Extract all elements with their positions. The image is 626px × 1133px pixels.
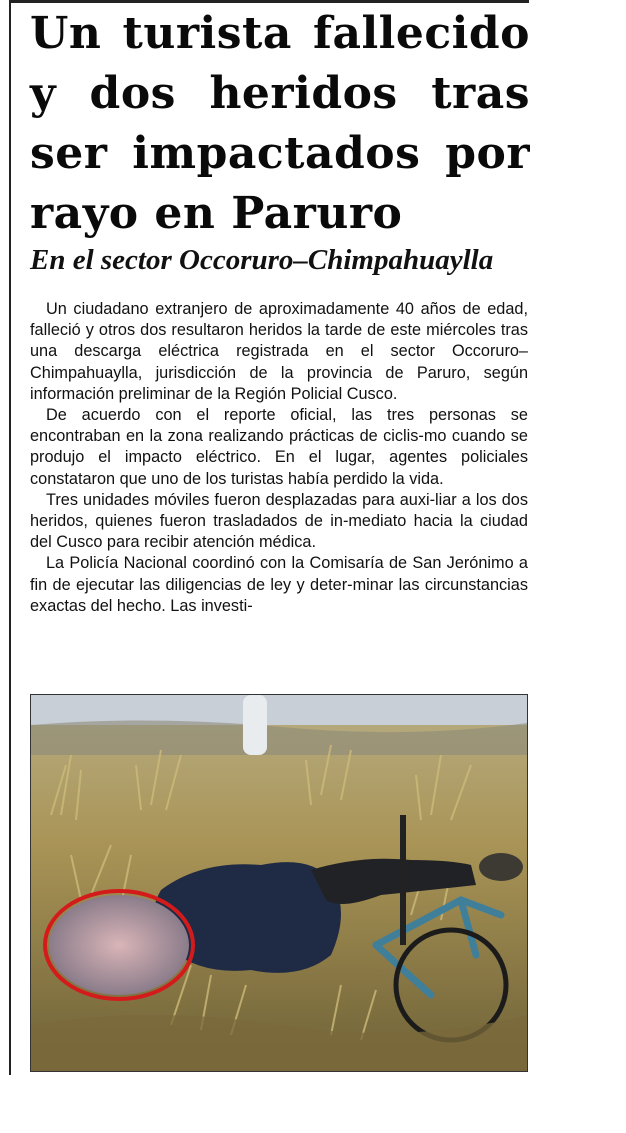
headline-line: rayo en Paruro xyxy=(30,188,403,239)
cyclist-shoe xyxy=(479,853,523,881)
paragraph: Un ciudadano extranjero de aproximadamente 40 años de edad, falleció y otros dos resultaron heridos la tarde de este miércoles tras una descarga eléctrica registrada en el sector Occoruro–Chimpahuaylla, jurisdicción de la provincia de Paruro, según información preliminar de la Región Policial Cusco. xyxy=(30,300,528,403)
headline-line: Un turista fallecido xyxy=(30,8,530,59)
article-body xyxy=(30,299,528,617)
background-person-leg xyxy=(243,695,267,755)
column-rule xyxy=(9,0,11,1075)
subheadline: En el sector Occoruro–Chimpahuaylla xyxy=(30,244,494,276)
blurred-face xyxy=(49,895,189,995)
paragraph: Tres unidades móviles fueron desplazadas para auxi-liar a los dos heridos, quienes fueron trasladados de in-mediato hacia la ciudad del Cusco para recibir atención médica. xyxy=(30,490,528,552)
paragraph: La Policía Nacional coordinó con la Comisaría de San Jerónimo a fin de ejecutar las diligencias de ley y deter-minar las circunstancias exactas del hecho. Las investi- xyxy=(30,554,528,615)
headline-line: y dos heridos tras xyxy=(30,68,530,119)
sky-strip xyxy=(31,695,527,725)
headline-line: ser impactados por xyxy=(30,128,530,179)
top-rule xyxy=(9,0,529,3)
photo-illustration xyxy=(31,695,527,1071)
headline xyxy=(30,4,530,244)
news-photo xyxy=(30,694,528,1072)
paragraph: De acuerdo con el reporte oficial, las tres personas se encontraban en la zona realizando prácticas de ciclis-mo cuando se produjo el impacto eléctrico. En el lugar, agentes policiales constataron que uno de los turistas había perdido la vida. xyxy=(30,406,528,488)
